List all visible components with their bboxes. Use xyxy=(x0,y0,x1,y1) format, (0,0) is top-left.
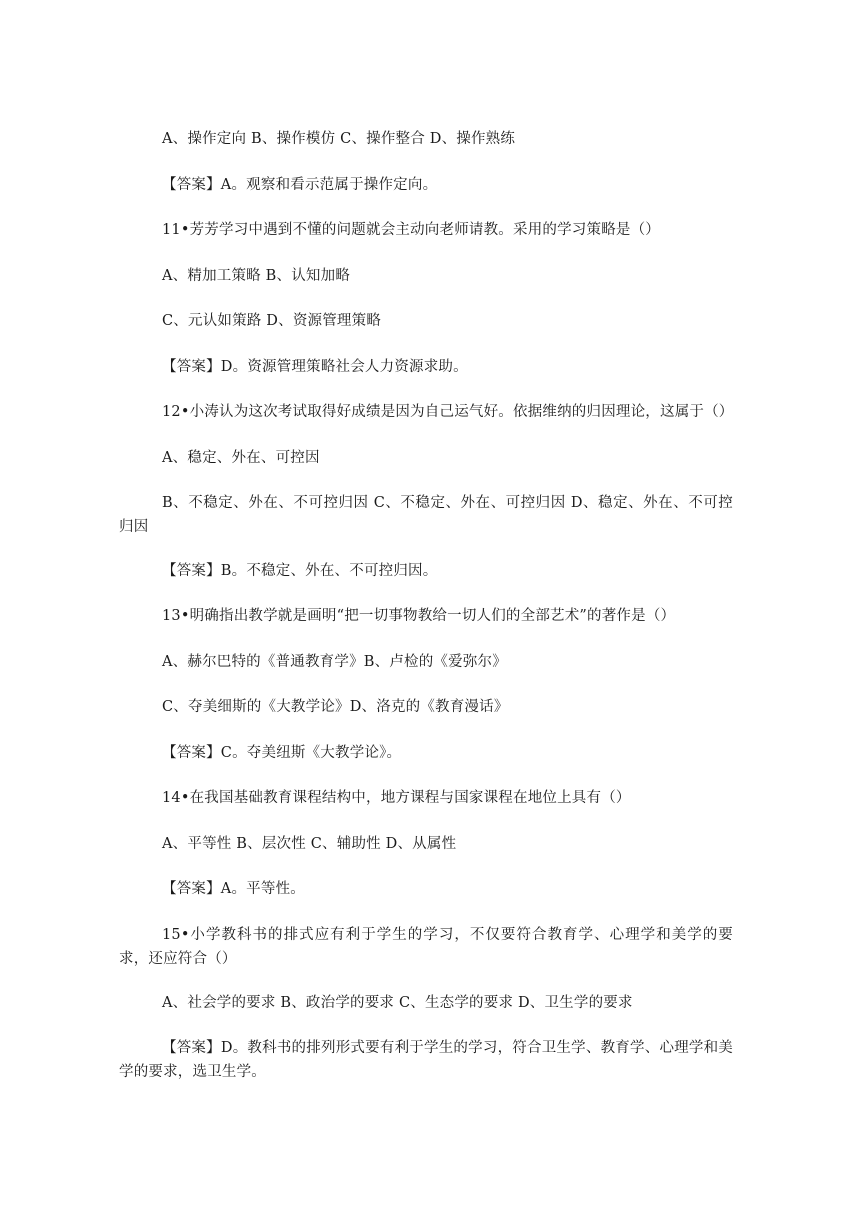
question-15: 15•小学教科书的排式应有利于学生的学习，不仅要符合教育学、心理学和美学的要求，还应符合（） xyxy=(119,927,733,967)
answer-line-q12: 【答案】B。不稳定、外在、不可控归因。 xyxy=(162,563,438,579)
option-line-q11-a: A、精加工策略 B、认知加略 xyxy=(162,268,351,284)
option-line-q12-a: A、稳定、外在、可控因 xyxy=(162,450,320,466)
option-line-q12-b: B、不稳定、外在、不可控归因 C、不稳定、外在、可控归因 D、稳定、外在、不可控归因 xyxy=(119,495,733,535)
answer-line-q11: 【答案】D。资源管理策略社会人力资源求助。 xyxy=(162,359,468,375)
answer-line-q15: 【答案】D。教科书的排列形式要有利于学生的学习，符合卫生学、教育学、心理学和美学的要求，选卫生学。 xyxy=(119,1040,733,1080)
answer-line-q13: 【答案】C。夺美纽斯《大教学论》。 xyxy=(162,745,402,761)
answer-line-q10: 【答案】A。观察和看示范属于操作定向。 xyxy=(162,177,438,193)
question-14: 14•在我国基础教育课程结构中，地方课程与国家课程在地位上具有（） xyxy=(162,790,631,806)
option-line-q13-c: C、夺美细斯的《大教学论》D、洛克的《教育漫话》 xyxy=(162,699,509,715)
option-line-q11-c: C、元认如策路 D、资源管理策略 xyxy=(162,313,382,329)
question-13: 13•明确指出教学就是画明“把一切事物教给一切人们的全部艺术”的著作是（） xyxy=(162,608,676,624)
question-11: 11•芳芳学习中遇到不懂的问题就会主动向老师请教。采用的学习策略是（） xyxy=(162,222,661,238)
option-line-q15: A、社会学的要求 B、政治学的要求 C、生态学的要求 D、卫生学的要求 xyxy=(162,995,633,1011)
option-line-q10: A、操作定向 B、操作模仿 C、操作整合 D、操作熟练 xyxy=(162,131,516,147)
answer-line-q14: 【答案】A。平等性。 xyxy=(162,881,305,897)
option-line-q14: A、平等性 B、层次性 C、辅助性 D、从属性 xyxy=(162,836,457,852)
option-line-q13-a: A、赫尔巴特的《普通教育学》B、卢检的《爱弥尔》 xyxy=(162,654,507,670)
question-12: 12•小涛认为这次考试取得好成绩是因为自己运气好。依据维纳的归因理论，这属于（） xyxy=(162,404,734,420)
